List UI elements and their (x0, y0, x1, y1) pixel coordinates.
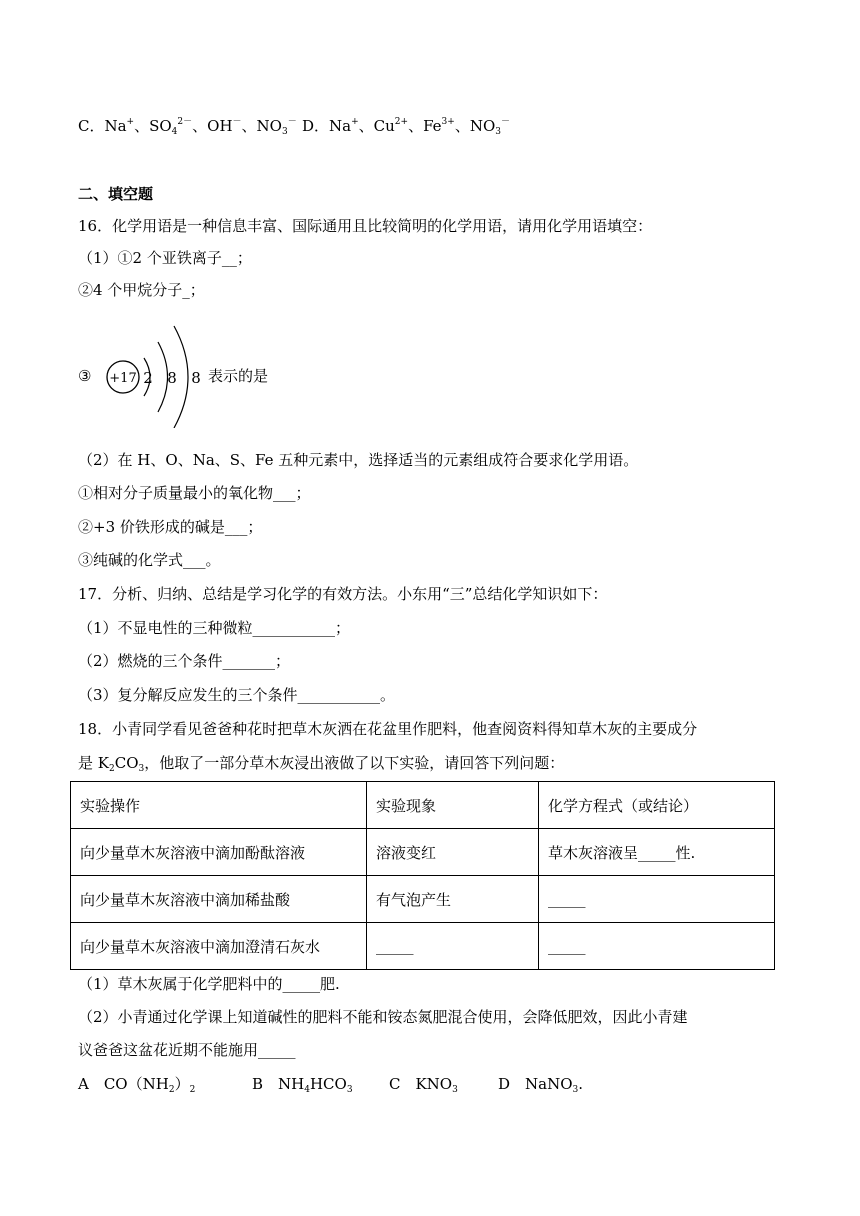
option-c-text: 、SO (134, 117, 172, 135)
option-text: ） (174, 1075, 190, 1093)
table-header-cell: 实验操作 (71, 782, 367, 829)
q17-part1: （1）不显电性的三种微粒___________； (78, 619, 351, 637)
q16-part2-2: ②+3 价铁形成的碱是___； (78, 518, 263, 536)
section-title: 二、填空题 (78, 185, 154, 203)
q16-stem: 16．化学用语是一种信息丰富、国际通用且比较简明的化学用语，请用化学用语填空： (78, 217, 653, 235)
option-c-text: C．Na (78, 117, 127, 135)
sup: 2－ (177, 117, 193, 127)
q18-stem-text: 是 K (78, 754, 109, 772)
sub: 2 (189, 1085, 196, 1095)
option-c-text: 、OH (192, 117, 233, 135)
experiment-table (70, 781, 775, 970)
table-header-row (71, 782, 775, 829)
option-d (302, 112, 510, 142)
option-c-text: 、NO (241, 117, 282, 135)
table-cell: 有气泡产生 (367, 876, 539, 923)
sub: 2 (108, 764, 115, 774)
atom-structure-diagram (102, 324, 212, 428)
q16-part1-3-number: ③ (78, 367, 92, 385)
sub: 3 (572, 1085, 579, 1095)
nucleus-label: +17 (109, 371, 137, 386)
q18-part2-line1: （2）小青通过化学课上知道碱性的肥料不能和铵态氮肥混合使用，会降低肥效，因此小青建 (78, 1008, 688, 1026)
q17-part2: （2）燃烧的三个条件_______； (78, 652, 291, 670)
q18-option-a (78, 1074, 195, 1100)
option-text: A CO（NH (78, 1075, 169, 1093)
table-cell: 草木灰溶液呈_____性. (539, 829, 775, 876)
table-cell: _____ (367, 923, 539, 970)
q17-stem: 17．分析、归纳、总结是学习化学的有效方法。小东用“三”总结化学知识如下： (78, 585, 608, 603)
sub: 3 (281, 127, 288, 137)
sub: 2 (168, 1085, 175, 1095)
shell-electron-count: 8 (191, 369, 201, 387)
q18-stem-text: CO (114, 754, 139, 772)
q18-part1: （1）草木灰属于化学肥料中的_____肥. (78, 975, 340, 993)
q18-stem-line2 (78, 753, 564, 779)
option-d-text: 、Cu (358, 117, 395, 135)
table-cell: 向少量草木灰溶液中滴加澄清石灰水 (71, 923, 367, 970)
sub: 3 (495, 127, 501, 137)
table-row (71, 829, 775, 876)
table-cell: _____ (539, 923, 775, 970)
option-text: D NaNO (498, 1075, 573, 1093)
option-text: C KNO (389, 1075, 453, 1093)
q16-part2-stem: （2）在 H、O、Na、S、Fe 五种元素中，选择适当的元素组成符合要求化学用语。 (78, 451, 639, 469)
table-header-cell: 实验现象 (367, 782, 539, 829)
option-text: B NH (252, 1075, 305, 1093)
option-c (78, 112, 297, 142)
q16-part1-2: ②4 个甲烷分子_； (78, 281, 205, 299)
option-d-text: 、Fe (408, 117, 442, 135)
table-row (71, 876, 775, 923)
table-cell: 向少量草木灰溶液中滴加稀盐酸 (71, 876, 367, 923)
table-cell: 向少量草木灰溶液中滴加酚酞溶液 (71, 829, 367, 876)
sup: － (287, 117, 297, 127)
q18-option-c (389, 1074, 458, 1100)
table-cell: 溶液变红 (367, 829, 539, 876)
electron-shell-arc (158, 342, 168, 412)
shell-electron-count: 8 (167, 369, 177, 387)
sub: 4 (304, 1085, 310, 1095)
table-header-cell: 化学方程式（或结论） (539, 782, 775, 829)
option-d-text: D．Na (302, 117, 352, 135)
sup: + (351, 117, 359, 127)
sup: － (232, 117, 242, 127)
option-text: . (578, 1075, 584, 1093)
q16-part2-3: ③纯碱的化学式___。 (78, 551, 221, 569)
sub: 3 (138, 764, 145, 774)
sub: 4 (171, 127, 178, 137)
table-row (71, 923, 775, 970)
q18-stem-line1: 18．小青同学看见爸爸种花时把草木灰洒在花盆里作肥料，他查阅资料得知草木灰的主要成分 (78, 720, 698, 738)
q16-part1-1: （1）①2 个亚铁离子__； (78, 249, 252, 267)
shell-electron-count: 2 (143, 369, 153, 387)
q16-part2-1: ①相对分子质量最小的氧化物___； (78, 484, 311, 502)
q18-option-b (252, 1074, 353, 1100)
sup: 3+ (441, 117, 455, 127)
sub: 3 (346, 1085, 353, 1095)
sub: 3 (452, 1085, 458, 1095)
q18-option-d (498, 1074, 583, 1100)
q18-stem-text: ，他取了一部分草木灰浸出液做了以下实验，请回答下列问题： (144, 754, 565, 772)
option-d-text: 、NO (454, 117, 496, 135)
sup: 2+ (394, 117, 409, 127)
sup: － (501, 117, 511, 127)
q17-part3: （3）复分解反应发生的三个条件___________。 (78, 686, 396, 704)
q18-part2-line2: 议爸爸这盆花近期不能施用_____ (78, 1041, 296, 1059)
option-text: HCO (309, 1075, 347, 1093)
table-cell: _____ (539, 876, 775, 923)
sup: + (126, 117, 135, 127)
q16-part1-3-text: 表示的是 (208, 367, 269, 385)
